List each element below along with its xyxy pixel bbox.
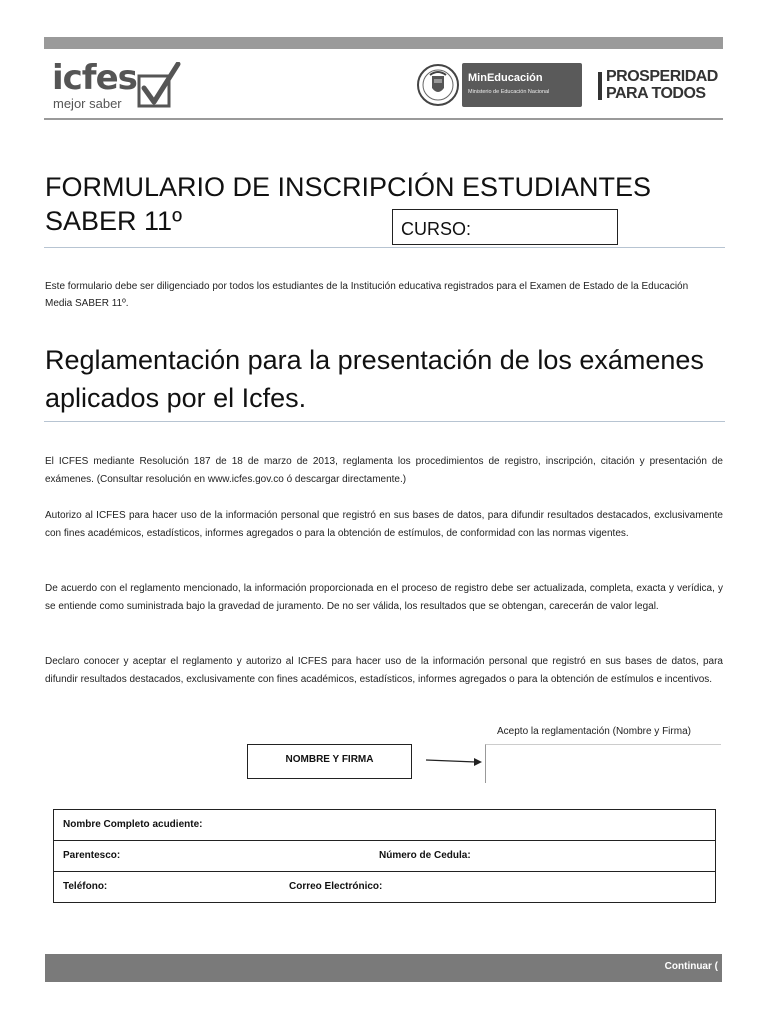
- phone-label: Teléfono:: [63, 881, 108, 892]
- table-row: [54, 810, 716, 841]
- name-and-signature-box: [247, 744, 412, 779]
- coat-of-arms-icon: [416, 63, 460, 107]
- prosperidad-line-1: PROSPERIDAD: [606, 68, 718, 85]
- signature-input[interactable]: [485, 744, 721, 783]
- relationship-label: Parentesco:: [63, 850, 121, 861]
- icfes-logo-subtitle: mejor saber: [53, 96, 122, 111]
- header-divider: [44, 118, 723, 120]
- guardian-name-field[interactable]: [54, 810, 716, 841]
- icfes-logo-text: icfes: [52, 58, 137, 98]
- regulation-paragraph-2: Autorizo al ICFES para hacer uso de la información personal que registró en sus bases de datos, para difundir resultados destacados, exclusivamente con fines académicos, estadísticos, informes agregados o para la obtención de estímulos, de conformidad con las normas vigentes.: [45, 510, 723, 539]
- mineducacion-title: MinEducación: [468, 72, 543, 84]
- regulation-paragraph-4: Declaro conocer y aceptar el reglamento y autorizo al ICFES para hacer uso de la información personal que registró en sus bases de datos, para difundir resultados destacados, exclusivamente con fines académicos, estadísticos, informes agregados o para la obtención de estímulos e incentivos.: [45, 656, 723, 685]
- title-divider: [44, 247, 725, 248]
- table-row: [54, 841, 716, 872]
- continue-link[interactable]: Continuar (: [664, 961, 718, 972]
- top-divider-bar: [44, 37, 723, 49]
- curso-label: CURSO:: [401, 219, 472, 239]
- accept-label: Acepto la reglamentación (Nombre y Firma): [497, 726, 691, 737]
- name-and-signature-label: NOMBRE Y FIRMA: [285, 754, 374, 765]
- regulation-paragraph-3: De acuerdo con el reglamento mencionado, la información proporcionada en el proceso de registro debe ser actualizada, completa, exacta y verídica, y se entiende como suministrada bajo la gravedad de juramento. De no ser válida, los resultados que se obtengan, carecerán de valor legal.: [45, 583, 723, 612]
- mineducacion-subtitle: Ministerio de Educación Nacional: [468, 89, 550, 95]
- prosperidad-logo: [598, 68, 724, 104]
- mineducacion-logo: [462, 63, 582, 107]
- checkmark-icon: [136, 62, 182, 110]
- phone-email-field[interactable]: [54, 872, 716, 903]
- icfes-logo: [52, 60, 182, 112]
- arrow-right-icon: [424, 754, 484, 768]
- form-title: FORMULARIO DE INSCRIPCIÓN ESTUDIANTES SABER 11º: [45, 172, 652, 236]
- guardian-info-table: [53, 809, 716, 903]
- regulation-heading: Reglamentación para la presentación de los exámenes aplicados por el Icfes.: [45, 345, 704, 413]
- prosperidad-bar: [598, 72, 602, 100]
- email-label: Correo Electrónico:: [289, 881, 383, 892]
- prosperidad-line-2: PARA TODOS: [606, 85, 706, 102]
- curso-field[interactable]: [392, 209, 618, 245]
- table-row: [54, 872, 716, 903]
- id-number-label: Número de Cedula:: [379, 850, 471, 861]
- guardian-name-label: Nombre Completo acudiente:: [63, 819, 203, 830]
- regulation-divider: [44, 421, 725, 422]
- intro-paragraph: Este formulario debe ser diligenciado por todos los estudiantes de la Institución educativa registrados para el Examen de Estado de la Educación Media SABER 11º.: [45, 281, 689, 309]
- regulation-paragraph-1: El ICFES mediante Resolución 187 de 18 de marzo de 2013, reglamenta los procedimientos de registro, inscripción, citación y presentación de exámenes. (Consultar resolución en www.icfes.gov.co ó descargar directamente.): [45, 456, 723, 485]
- relationship-id-field[interactable]: [54, 841, 716, 872]
- footer-bar: [45, 954, 722, 982]
